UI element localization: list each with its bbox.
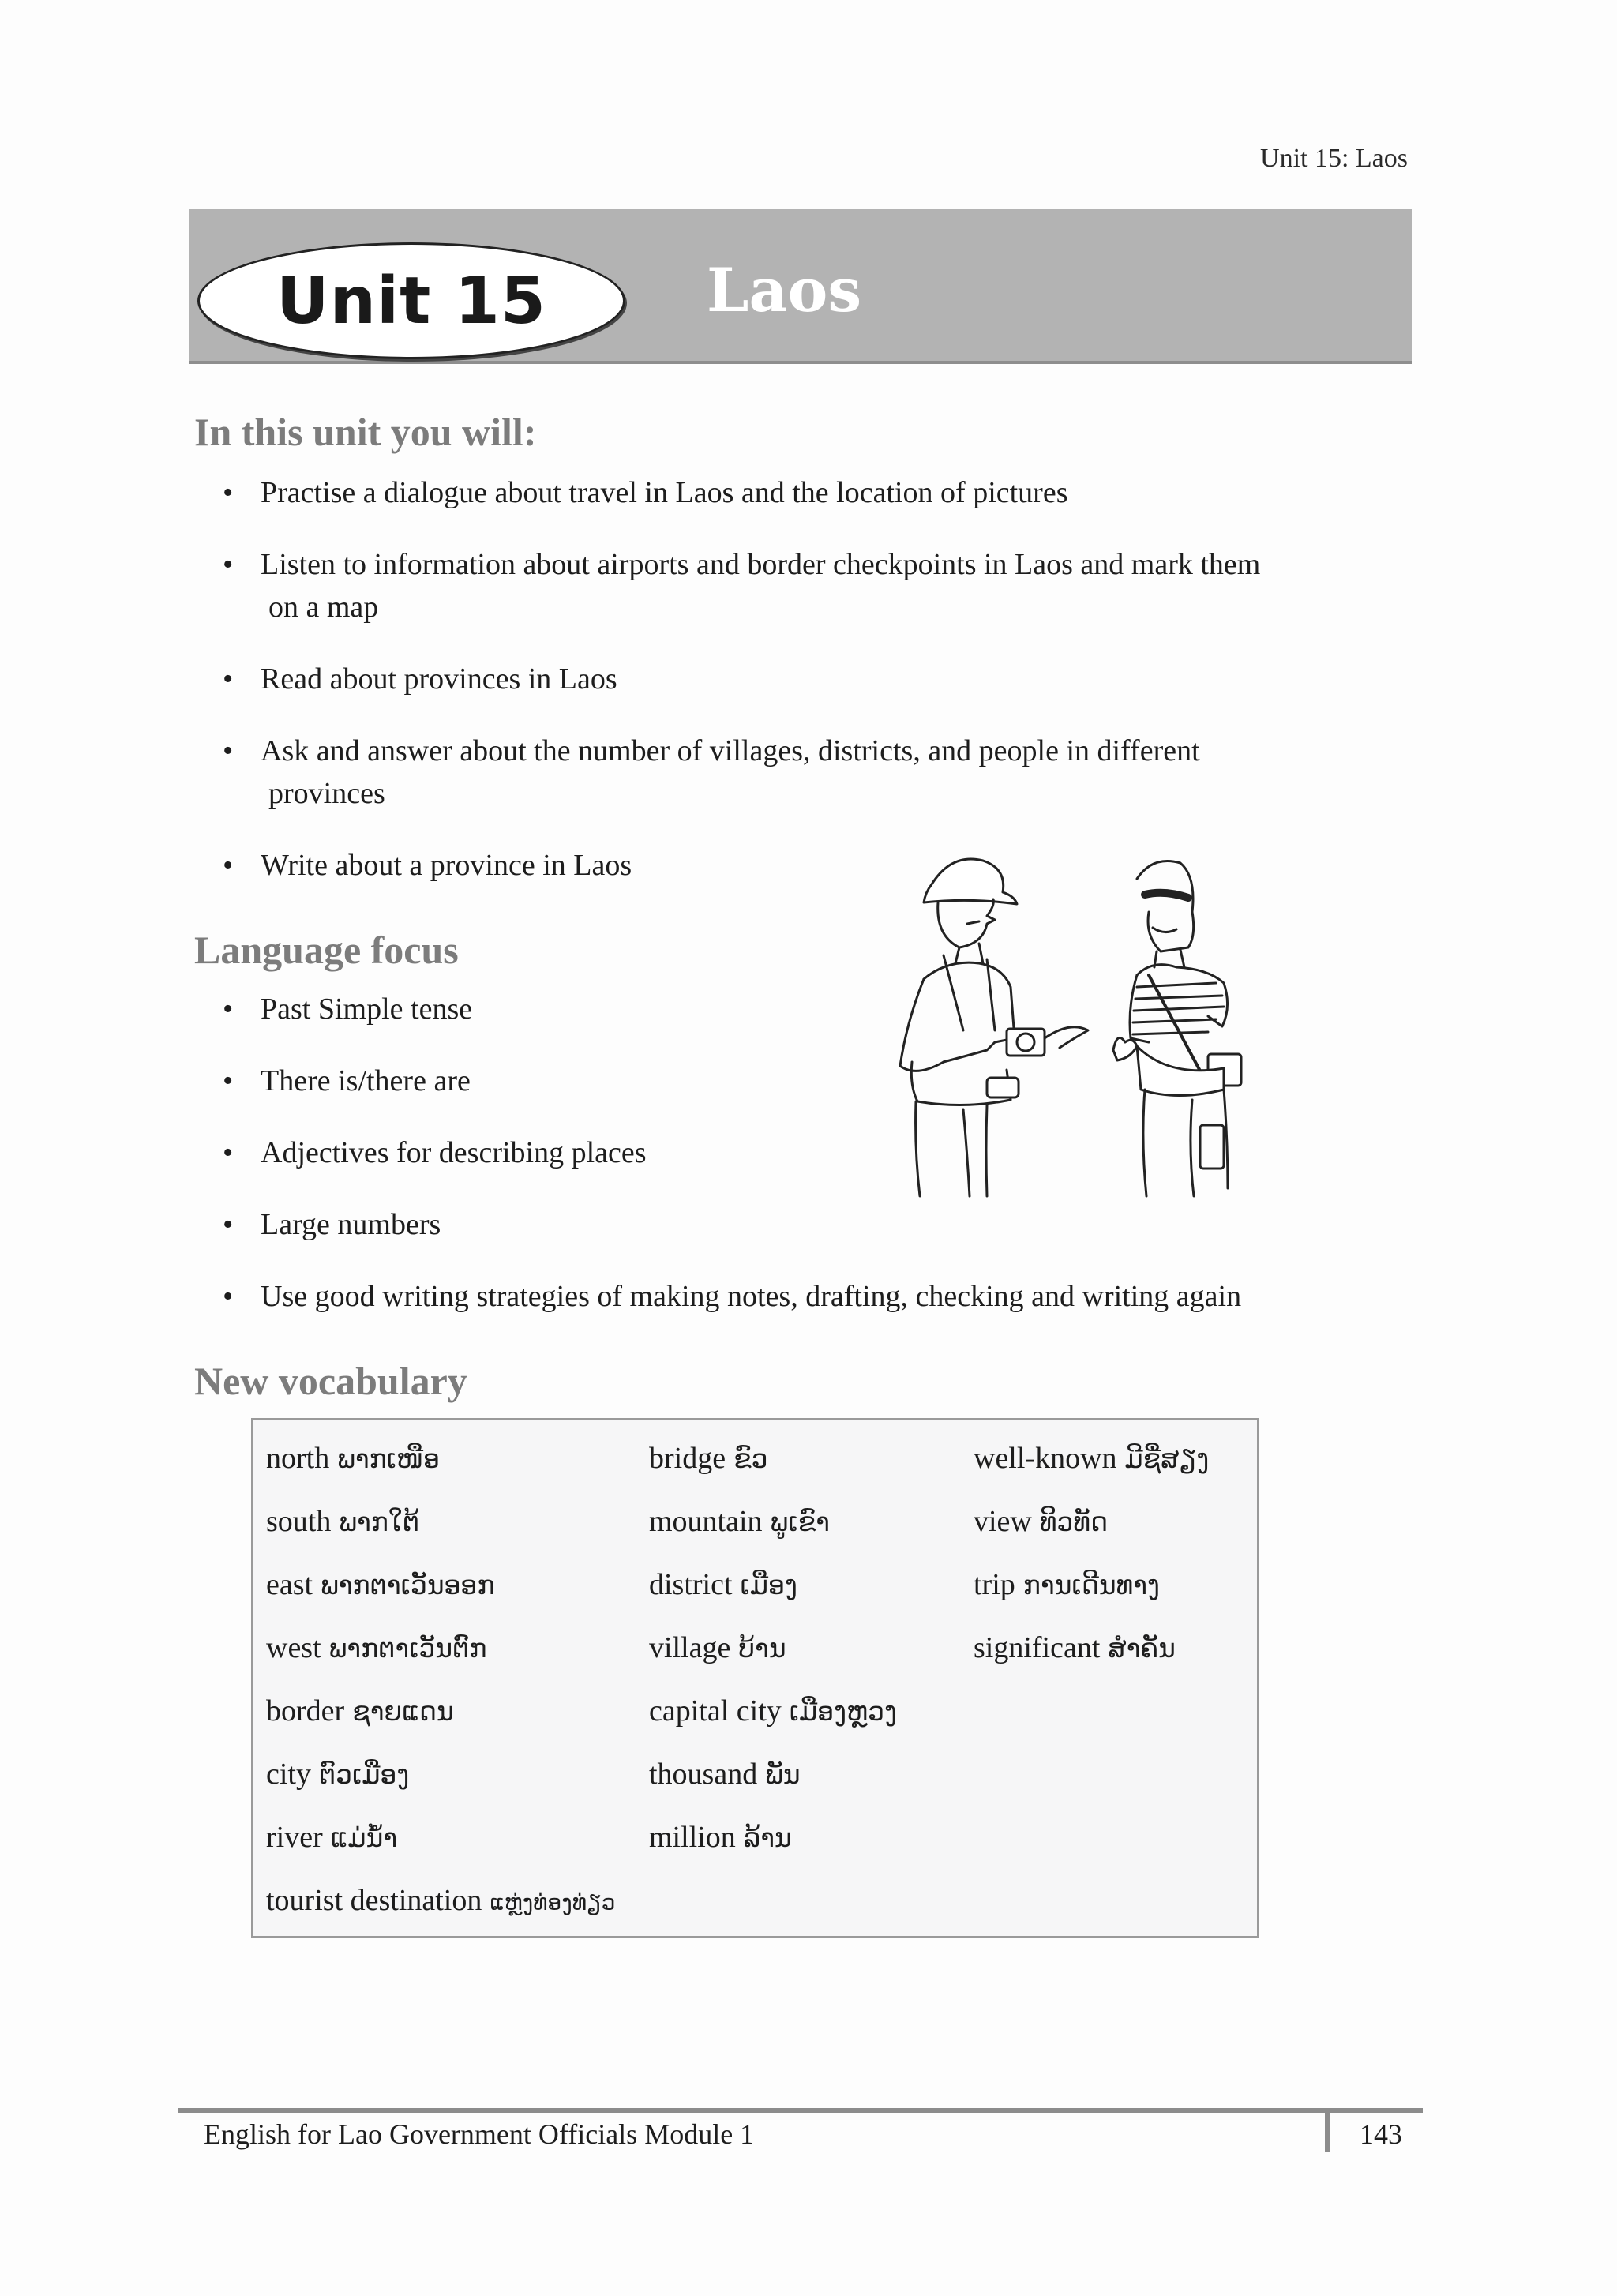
running-head: Unit 15: Laos [1260,144,1408,173]
vocab-item: significant ສຳຄັນ [974,1631,1176,1664]
language-focus-heading: Language focus [194,928,459,972]
vocab-item: view ທິວທັດ [974,1505,1109,1538]
vocabulary-heading: New vocabulary [194,1359,467,1403]
vocab-item: city ຕົວເມືອງ [266,1758,410,1791]
vocabulary-column-2 [649,1437,897,1879]
vocab-item: trip ການເດີນທາງ [974,1568,1160,1601]
vocabulary-column-3 [974,1437,1209,1690]
vocab-item: west ພາກຕາເວັນຕົກ [266,1631,487,1664]
vocab-item: million ລ້ານ [649,1821,792,1854]
list-item: • Use good writing strategies of making notes, drafting, checking and writing again [261,1275,1241,1318]
list-item: • Ask and answer about the number of villages, districts, and people in different provinces [261,730,1260,815]
objectives-heading: In this unit you will: [194,410,537,454]
page-number: 143 [1360,2118,1402,2150]
vocabulary-column-1 [266,1437,615,1942]
vocab-item: south ພາກໃຕ້ [266,1505,420,1538]
list-item: • Large numbers [261,1203,1241,1246]
footer-separator [1325,2110,1330,2152]
footer-rule [178,2108,1423,2113]
unit-title: Laos [707,255,862,325]
unit-label: Unit 15 [276,263,546,339]
vocab-item: east ພາກຕາເວັນອອກ [266,1568,495,1601]
vocab-item: capital city ເມືອງຫຼວງ [649,1694,897,1728]
unit-oval [197,242,625,359]
list-item: • Listen to information about airports and border checkpoints in Laos and mark them on a map [261,543,1260,628]
vocab-item: well-known ມີຊື່ສຽງ [974,1442,1210,1475]
footer-title: English for Lao Government Officials Module 1 [204,2118,755,2150]
vocab-item: mountain ພູເຂົາ [649,1505,830,1538]
unit-banner [189,209,1412,364]
vocab-item: border ຊາຍແດນ [266,1694,454,1728]
list-item: • Read about provinces in Laos [261,658,1260,700]
vocab-item: village ບ້ານ [649,1631,786,1664]
list-item: • Adjectives for describing places [261,1131,1241,1174]
list-item: • There is/there are [261,1060,1241,1102]
vocab-item: tourist destination ແຫຼ່ງທ່ອງທ່ຽວ [266,1884,616,1917]
language-focus-list [261,988,1241,1347]
vocab-item: north ພາກເໜືອ [266,1442,440,1475]
vocab-item: bridge ຂົວ [649,1442,768,1475]
list-item: • Write about a province in Laos [261,844,1260,887]
vocab-item: district ເມືອງ [649,1568,797,1601]
list-item: • Past Simple tense [261,988,1241,1030]
vocab-item: river ແມ່ນ້ຳ [266,1821,398,1854]
vocabulary-box [251,1418,1259,1938]
vocab-item: thousand ພັນ [649,1758,801,1791]
list-item: • Practise a dialogue about travel in Laos and the location of pictures [261,471,1260,514]
